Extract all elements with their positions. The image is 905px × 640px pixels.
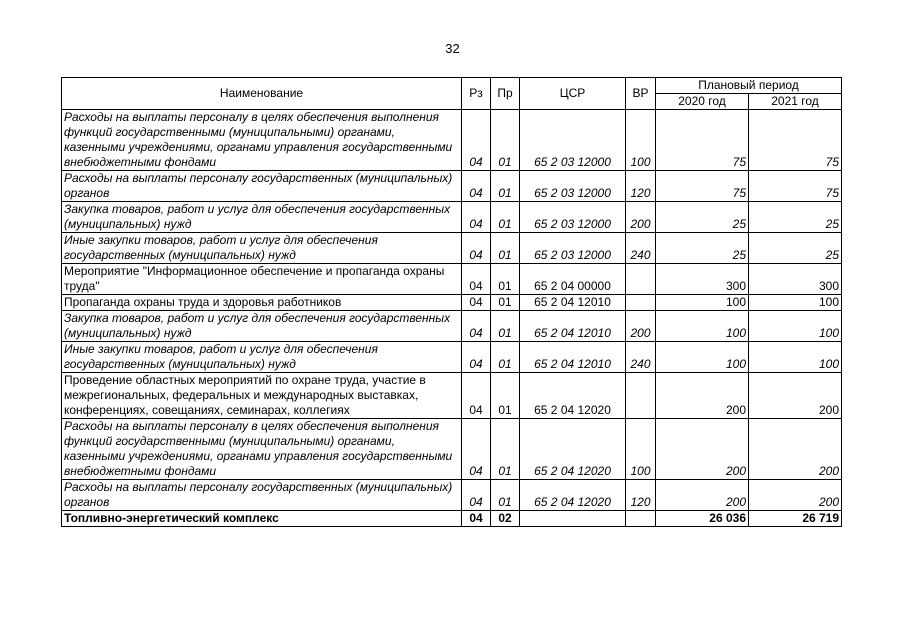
row-2020-amount-cell: 75 [656, 110, 749, 171]
row-pr-cell: 01 [491, 342, 520, 373]
row-name-cell: Проведение областных мероприятий по охране труда, участие в межрегиональных, федеральных и международных выставках, конференциях, совещаниях, семинарах, коллегиях [62, 373, 462, 419]
row-2021-amount-cell: 200 [749, 480, 842, 511]
table-row [62, 480, 842, 511]
row-2021-amount-cell: 100 [749, 295, 842, 311]
table-row [62, 311, 842, 342]
row-pr-cell: 01 [491, 233, 520, 264]
table-row [62, 171, 842, 202]
row-rz-cell: 04 [462, 295, 491, 311]
header-year-2021: 2021 год [749, 94, 842, 110]
table-row [62, 511, 842, 527]
row-rz-cell: 04 [462, 202, 491, 233]
row-rz-cell: 04 [462, 419, 491, 480]
row-rz-cell: 04 [462, 233, 491, 264]
row-2020-amount-cell: 26 036 [656, 511, 749, 527]
table-row [62, 110, 842, 171]
row-2020-amount-cell: 200 [656, 419, 749, 480]
row-rz-cell: 04 [462, 311, 491, 342]
row-name-cell: Топливно-энергетический комплекс [62, 511, 462, 527]
budget-table [61, 77, 842, 527]
row-2020-amount-cell: 100 [656, 295, 749, 311]
row-rz-cell: 04 [462, 342, 491, 373]
row-csr-cell: 65 2 04 12020 [520, 373, 626, 419]
table-row [62, 295, 842, 311]
row-vr-cell [626, 264, 656, 295]
row-vr-cell: 240 [626, 342, 656, 373]
table-row [62, 342, 842, 373]
header-name: Наименование [62, 78, 462, 110]
row-vr-cell: 120 [626, 171, 656, 202]
table-row [62, 264, 842, 295]
row-2020-amount-cell: 300 [656, 264, 749, 295]
table-body [62, 110, 842, 527]
row-csr-cell: 65 2 04 00000 [520, 264, 626, 295]
row-vr-cell [626, 373, 656, 419]
row-2020-amount-cell: 100 [656, 311, 749, 342]
row-rz-cell: 04 [462, 480, 491, 511]
row-pr-cell: 01 [491, 110, 520, 171]
row-vr-cell [626, 295, 656, 311]
row-2021-amount-cell: 100 [749, 311, 842, 342]
row-pr-cell: 01 [491, 419, 520, 480]
row-2021-amount-cell: 75 [749, 110, 842, 171]
row-2020-amount-cell: 75 [656, 171, 749, 202]
row-rz-cell: 04 [462, 511, 491, 527]
row-2021-amount-cell: 200 [749, 373, 842, 419]
row-2020-amount-cell: 200 [656, 480, 749, 511]
row-vr-cell: 200 [626, 202, 656, 233]
row-name-cell: Закупка товаров, работ и услуг для обеспечения государственных (муниципальных) нужд [62, 311, 462, 342]
row-name-cell: Иные закупки товаров, работ и услуг для обеспечения государственных (муниципальных) нужд [62, 342, 462, 373]
row-2021-amount-cell: 26 719 [749, 511, 842, 527]
row-name-cell: Иные закупки товаров, работ и услуг для обеспечения государственных (муниципальных) нужд [62, 233, 462, 264]
row-2021-amount-cell: 75 [749, 171, 842, 202]
row-2021-amount-cell: 25 [749, 233, 842, 264]
row-name-cell: Расходы на выплаты персоналу в целях обеспечения выполнения функций государственными (муниципальными) органами, казенными учреждениями, органами управления государственными внебюджетными фондами [62, 419, 462, 480]
row-2021-amount-cell: 300 [749, 264, 842, 295]
header-pr: Пр [491, 78, 520, 110]
row-csr-cell: 65 2 04 12020 [520, 419, 626, 480]
row-pr-cell: 01 [491, 171, 520, 202]
row-csr-cell [520, 511, 626, 527]
row-name-cell: Расходы на выплаты персоналу в целях обеспечения выполнения функций государственными (муниципальными) органами, казенными учреждениями, органами управления государственными внебюджетными фондами [62, 110, 462, 171]
row-rz-cell: 04 [462, 110, 491, 171]
table-row [62, 233, 842, 264]
row-vr-cell: 100 [626, 110, 656, 171]
row-csr-cell: 65 2 03 12000 [520, 110, 626, 171]
row-2020-amount-cell: 25 [656, 202, 749, 233]
row-2021-amount-cell: 25 [749, 202, 842, 233]
row-pr-cell: 01 [491, 480, 520, 511]
row-vr-cell: 120 [626, 480, 656, 511]
header-csr: ЦСР [520, 78, 626, 110]
row-2020-amount-cell: 200 [656, 373, 749, 419]
row-csr-cell: 65 2 03 12000 [520, 202, 626, 233]
row-csr-cell: 65 2 03 12000 [520, 171, 626, 202]
table-header-row [62, 78, 842, 94]
row-vr-cell: 200 [626, 311, 656, 342]
row-name-cell: Закупка товаров, работ и услуг для обеспечения государственных (муниципальных) нужд [62, 202, 462, 233]
header-vr: ВР [626, 78, 656, 110]
row-csr-cell: 65 2 04 12010 [520, 311, 626, 342]
row-csr-cell: 65 2 03 12000 [520, 233, 626, 264]
row-2021-amount-cell: 200 [749, 419, 842, 480]
row-2020-amount-cell: 25 [656, 233, 749, 264]
page-number: 32 [445, 41, 460, 56]
table-row [62, 373, 842, 419]
row-pr-cell: 01 [491, 311, 520, 342]
table-row [62, 419, 842, 480]
row-pr-cell: 02 [491, 511, 520, 527]
row-2021-amount-cell: 100 [749, 342, 842, 373]
row-name-cell: Мероприятие "Информационное обеспечение и пропаганда охраны труда" [62, 264, 462, 295]
row-vr-cell [626, 511, 656, 527]
row-csr-cell: 65 2 04 12020 [520, 480, 626, 511]
row-rz-cell: 04 [462, 171, 491, 202]
row-vr-cell: 240 [626, 233, 656, 264]
row-rz-cell: 04 [462, 373, 491, 419]
row-pr-cell: 01 [491, 202, 520, 233]
row-vr-cell: 100 [626, 419, 656, 480]
row-pr-cell: 01 [491, 373, 520, 419]
row-name-cell: Пропаганда охраны труда и здоровья работников [62, 295, 462, 311]
row-csr-cell: 65 2 04 12010 [520, 342, 626, 373]
row-csr-cell: 65 2 04 12010 [520, 295, 626, 311]
table-row [62, 202, 842, 233]
row-pr-cell: 01 [491, 295, 520, 311]
row-pr-cell: 01 [491, 264, 520, 295]
row-rz-cell: 04 [462, 264, 491, 295]
header-planned-period: Плановый период [656, 78, 842, 94]
row-name-cell: Расходы на выплаты персоналу государственных (муниципальных) органов [62, 171, 462, 202]
header-rz: Рз [462, 78, 491, 110]
row-name-cell: Расходы на выплаты персоналу государственных (муниципальных) органов [62, 480, 462, 511]
row-2020-amount-cell: 100 [656, 342, 749, 373]
header-year-2020: 2020 год [656, 94, 749, 110]
